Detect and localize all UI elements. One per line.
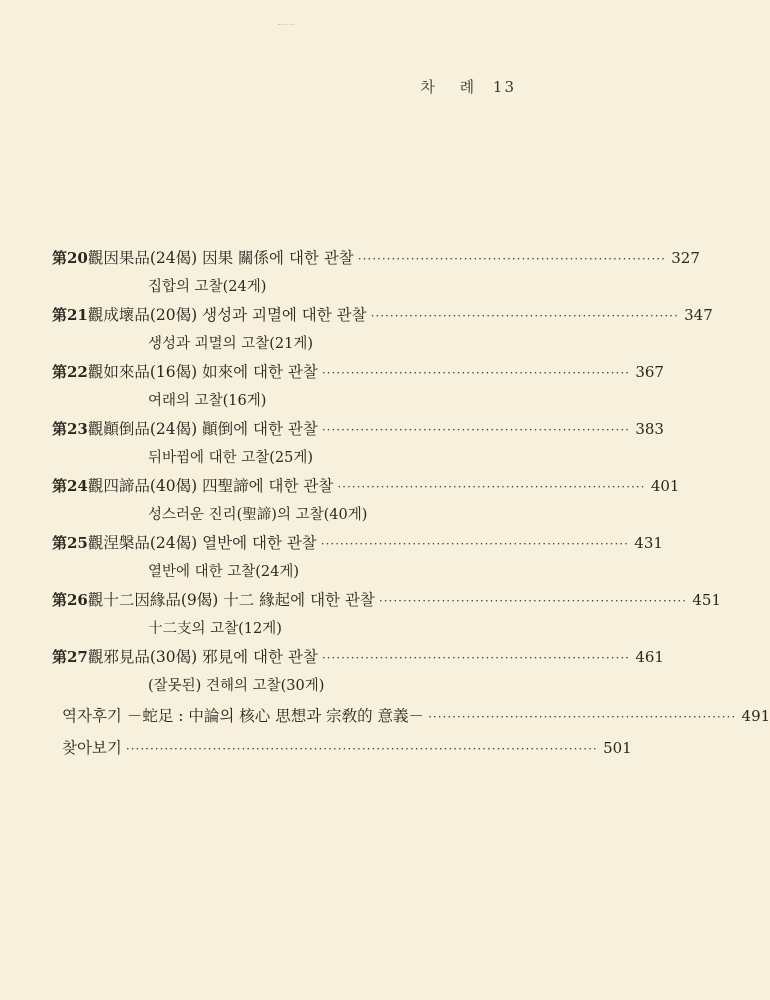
chapter-number: 第20 xyxy=(52,249,88,267)
chapter-page: 431 xyxy=(634,534,663,552)
toc-chapter-21[interactable] xyxy=(52,303,713,360)
index-title: 찾아보기 xyxy=(62,739,122,757)
afterword-page: 491 xyxy=(741,707,770,725)
chapter-number: 第26 xyxy=(52,591,88,609)
toc-chapter-22[interactable] xyxy=(52,360,664,417)
chapter-subtitle: 열반에 대한 고찰(24게) xyxy=(148,564,300,580)
afterword-title: 역자후기 －蛇足 : 中論의 核心 思想과 宗敎的 意義－ xyxy=(62,707,425,725)
chapter-title: 觀如來品(16偈) 如來에 대한 관찰 xyxy=(87,363,318,381)
toc-chapter-26[interactable] xyxy=(52,588,722,645)
leader-dots: ································································ xyxy=(337,480,646,494)
header-page-number: 13 xyxy=(492,78,516,96)
running-header xyxy=(420,76,516,97)
leader-dots: ································································ xyxy=(321,423,630,437)
toc-chapter-24[interactable] xyxy=(52,474,680,531)
toc-chapter-25[interactable] xyxy=(52,531,663,588)
toc-chapter-23[interactable] xyxy=(52,417,664,474)
toc-afterword[interactable] xyxy=(52,704,770,736)
chapter-page: 383 xyxy=(635,420,664,438)
chapter-title: 觀因果品(24偈) 因果 關係에 대한 관찰 xyxy=(87,249,354,267)
header-label: 차 례 xyxy=(420,78,485,96)
toc-extras xyxy=(52,704,770,768)
chapter-subtitle: 여래의 고찰(16게) xyxy=(148,393,267,409)
chapter-title: 觀四諦品(40偈) 四聖諦에 대한 관찰 xyxy=(87,477,334,495)
chapter-subtitle: 생성과 괴멸의 고찰(21게) xyxy=(148,336,314,352)
chapter-subtitle: 十二支의 고찰(12게) xyxy=(148,621,282,637)
leader-dots: ································································ xyxy=(357,252,666,266)
chapter-page: 347 xyxy=(684,306,713,324)
leader-dots: ································································ xyxy=(370,309,679,323)
chapter-number: 第27 xyxy=(52,648,88,666)
chapter-title: 觀顚倒品(24偈) 顚倒에 대한 관찰 xyxy=(87,420,318,438)
leader-dots: ································································ xyxy=(321,366,630,380)
chapter-subtitle: 성스러운 진리(聖諦)의 고찰(40게) xyxy=(148,507,368,523)
table-of-contents xyxy=(52,246,770,768)
chapter-subtitle: 뒤바뀜에 대한 고찰(25게) xyxy=(148,450,314,466)
leader-dots: ································································ xyxy=(378,594,688,608)
chapter-number: 第22 xyxy=(52,363,88,381)
chapter-page: 461 xyxy=(635,648,664,666)
chapter-number: 第25 xyxy=(52,534,88,552)
leader-dots: ································································ xyxy=(320,537,629,551)
chapter-subtitle: 집합의 고찰(24게) xyxy=(148,279,267,295)
chapter-page: 401 xyxy=(650,477,680,495)
toc-chapter-27[interactable] xyxy=(52,645,664,702)
chapter-title: 觀邪見品(30偈) 邪見에 대한 관찰 xyxy=(87,648,318,666)
chapter-title: 觀涅槃品(24偈) 열반에 대한 관찰 xyxy=(87,534,317,552)
chapter-title: 觀十二因緣品(9偈) 十二 緣起에 대한 관찰 xyxy=(87,591,375,609)
chapter-subtitle: (잘못된) 견해의 고찰(30게) xyxy=(148,678,325,694)
chapter-number: 第23 xyxy=(52,420,88,438)
chapter-page: 327 xyxy=(671,249,700,267)
toc-chapter-20[interactable] xyxy=(52,246,700,303)
leader-dots: ································································ xyxy=(428,710,737,724)
page-blemish xyxy=(278,24,294,31)
toc-index[interactable] xyxy=(52,736,632,768)
index-page: 501 xyxy=(603,739,632,757)
chapter-title: 觀成壞品(20偈) 생성과 괴멸에 대한 관찰 xyxy=(87,306,367,324)
chapter-page: 451 xyxy=(692,591,722,609)
leader-dots: ·································································································· xyxy=(125,742,598,756)
chapter-page: 367 xyxy=(635,363,664,381)
chapter-number: 第21 xyxy=(52,306,88,324)
chapter-number: 第24 xyxy=(52,477,88,495)
leader-dots: ································································ xyxy=(321,651,630,665)
